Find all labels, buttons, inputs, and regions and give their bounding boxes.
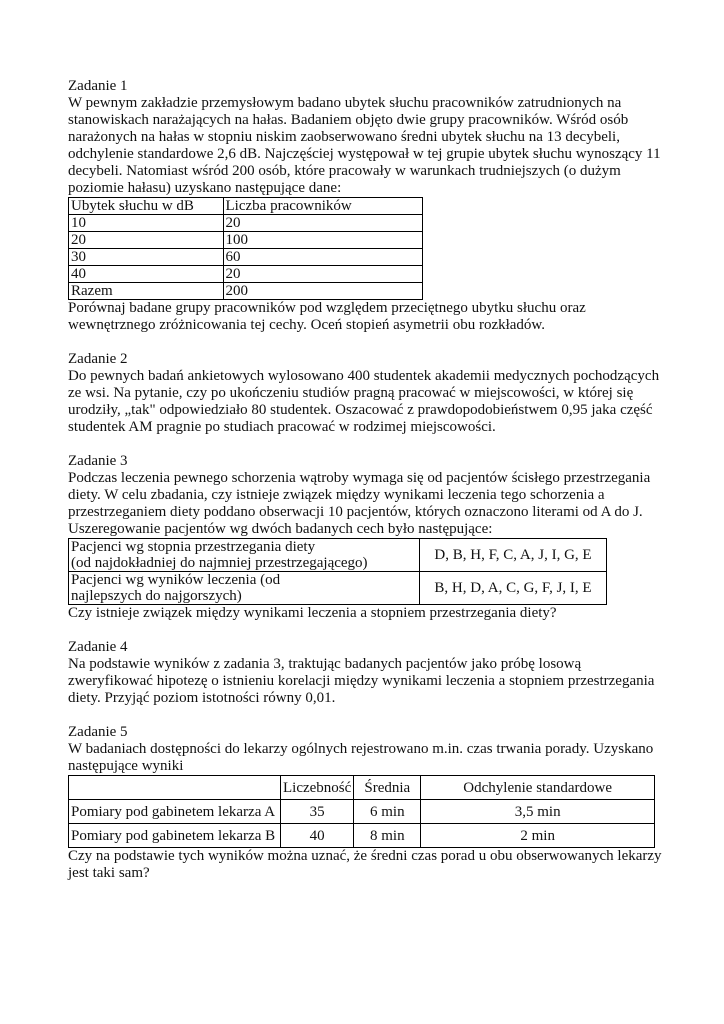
table-header-row bbox=[69, 776, 655, 800]
consultation-time-table bbox=[68, 775, 655, 848]
table-cell: 100 bbox=[223, 232, 422, 249]
hearing-loss-table bbox=[68, 197, 423, 300]
table-cell bbox=[69, 572, 420, 605]
table-cell: Razem bbox=[69, 283, 224, 300]
table-header-row bbox=[69, 198, 423, 215]
table-cell: 20 bbox=[69, 232, 224, 249]
table-header-cell bbox=[69, 776, 281, 800]
table-row bbox=[69, 215, 423, 232]
table-header-cell: Ubytek słuchu w dB bbox=[69, 198, 224, 215]
task-5-title: Zadanie 5 bbox=[68, 724, 128, 740]
table-row bbox=[69, 572, 607, 605]
task-1 bbox=[68, 78, 668, 334]
row-label-line: Pacjenci wg stopnia przestrzegania diety bbox=[71, 539, 316, 555]
table-row bbox=[69, 232, 423, 249]
table-row bbox=[69, 283, 423, 300]
table-cell: 6 min bbox=[354, 800, 421, 824]
task-5-question: Czy na podstawie tych wyników można uznać, że średni czas porad u obu obserwowanych lekarzy jest taki sam? bbox=[68, 848, 662, 881]
task-4-title: Zadanie 4 bbox=[68, 639, 128, 655]
table-cell: 3,5 min bbox=[421, 800, 655, 824]
table-cell: B, H, D, A, C, G, F, J, I, E bbox=[420, 572, 607, 605]
task-2 bbox=[68, 351, 668, 436]
table-cell: 35 bbox=[281, 800, 354, 824]
patient-ranking-table bbox=[68, 538, 607, 605]
task-2-text: Do pewnych badań ankietowych wylosowano 400 studentek akademii medycznych pochodzących ze wsi. Na pytanie, czy po ukończeniu studiów pragną pracować w miejscowości, w której się urodziły, „tak" odpowiedziało 80 studentek. Oszacować z prawdopodobieństwem 0,95 jaka część studentek AM pragnie po studiach pracować w rodzimej miejscowości. bbox=[68, 368, 660, 435]
task-5 bbox=[68, 724, 668, 882]
task-3 bbox=[68, 453, 668, 622]
table-cell: 20 bbox=[223, 266, 422, 283]
table-header-cell: Liczba pracowników bbox=[223, 198, 422, 215]
table-row bbox=[69, 266, 423, 283]
task-2-title: Zadanie 2 bbox=[68, 351, 128, 367]
table-row bbox=[69, 824, 655, 848]
table-cell: 2 min bbox=[421, 824, 655, 848]
task-3-question: Czy istnieje związek między wynikami leczenia a stopniem przestrzegania diety? bbox=[68, 605, 557, 621]
table-cell: 40 bbox=[281, 824, 354, 848]
table-cell: 10 bbox=[69, 215, 224, 232]
table-row bbox=[69, 800, 655, 824]
task-5-intro: W badaniach dostępności do lekarzy ogólnych rejestrowano m.in. czas trwania porady. Uzyskano następujące wyniki bbox=[68, 741, 654, 774]
table-header-cell: Liczebność bbox=[281, 776, 354, 800]
table-header-cell: Odchylenie standardowe bbox=[421, 776, 655, 800]
table-cell: 40 bbox=[69, 266, 224, 283]
table-cell: D, B, H, F, C, A, J, I, G, E bbox=[420, 539, 607, 572]
document-page bbox=[68, 78, 668, 882]
task-1-question: Porównaj badane grupy pracowników pod względem przeciętnego ubytku słuchu oraz wewnętrznego zróżnicowania tej cechy. Oceń stopień asymetrii obu rozkładów. bbox=[68, 300, 586, 333]
table-cell: 30 bbox=[69, 249, 224, 266]
table-cell: 60 bbox=[223, 249, 422, 266]
task-4 bbox=[68, 639, 668, 707]
table-row bbox=[69, 249, 423, 266]
row-label-line: Pacjenci wg wyników leczenia (od bbox=[71, 572, 281, 588]
table-cell: 200 bbox=[223, 283, 422, 300]
task-3-title: Zadanie 3 bbox=[68, 453, 128, 469]
table-cell: Pomiary pod gabinetem lekarza B bbox=[69, 824, 281, 848]
task-1-title: Zadanie 1 bbox=[68, 78, 128, 94]
table-cell bbox=[69, 539, 420, 572]
row-label-line: (od najdokładniej do najmniej przestrzegającego) bbox=[71, 555, 368, 571]
row-label-line: najlepszych do najgorszych) bbox=[71, 588, 242, 604]
table-cell: 8 min bbox=[354, 824, 421, 848]
table-cell: Pomiary pod gabinetem lekarza A bbox=[69, 800, 281, 824]
table-cell: 20 bbox=[223, 215, 422, 232]
task-3-intro: Podczas leczenia pewnego schorzenia wątroby wymaga się od pacjentów ścisłego przestrzegania diety. W celu zbadania, czy istnieje związek między wynikami leczenia tego schorzenia a przestrzeganiem diety poddano obserwacji 10 pacjentów, których oznaczono literami od A do J. Uszeregowanie pacjentów wg dwóch badanych cech było następujące: bbox=[68, 470, 651, 537]
task-4-text: Na podstawie wyników z zadania 3, traktując badanych pacjentów jako próbę losową zweryfikować hipotezę o istnieniu korelacji między wynikami leczenia a stopniem przestrzegania diety. Przyjąć poziom istotności równy 0,01. bbox=[68, 656, 655, 706]
table-row bbox=[69, 539, 607, 572]
task-1-intro: W pewnym zakładzie przemysłowym badano ubytek słuchu pracowników zatrudnionych na stanowiskach narażających na hałas. Badaniem objęto dwie grupy pracowników. Wśród osób narażonych na hałas w stopniu niskim zaobserwowano średni ubytek słuchu na 13 decybeli, odchylenie standardowe 2,6 dB. Najczęściej występował w tej grupie ubytek słuchu wynoszący 11 decybeli. Natomiast wśród 200 osób, które pracowały w warunkach trudniejszych (o dużym poziomie hałasu) uzyskano następujące dane: bbox=[68, 95, 661, 196]
table-header-cell: Średnia bbox=[354, 776, 421, 800]
